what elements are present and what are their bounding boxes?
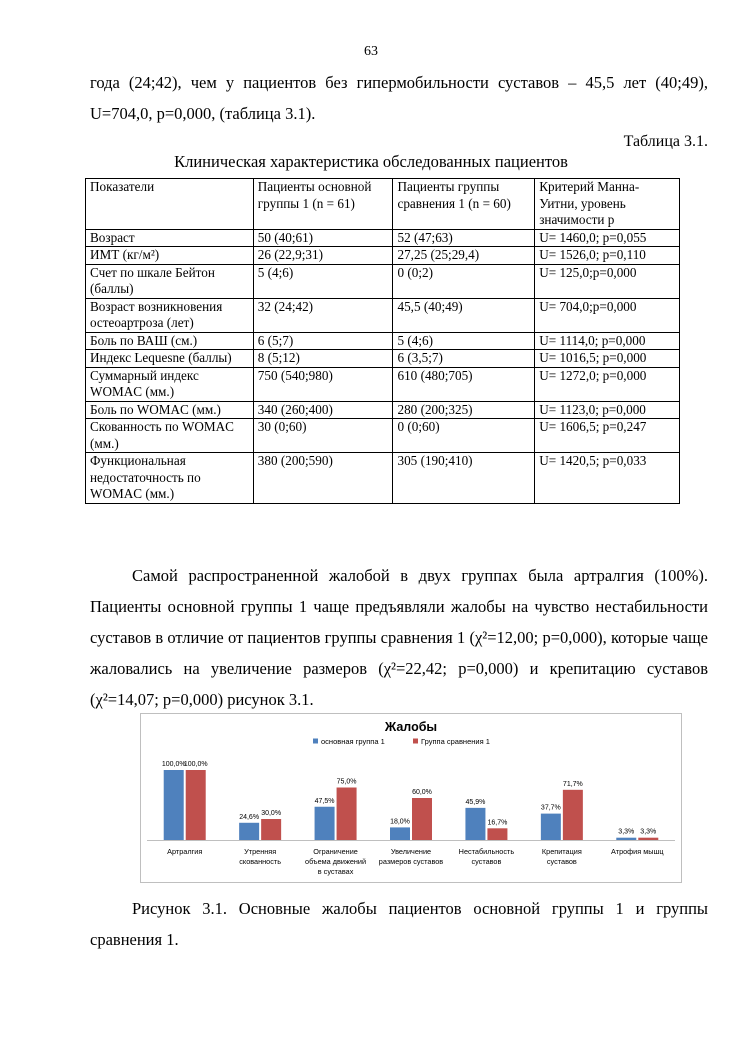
bar (315, 807, 335, 840)
table-number: Таблица 3.1. (623, 133, 708, 150)
table-cell: Боль по ВАШ (см.) (86, 332, 254, 350)
table-row (86, 367, 680, 401)
bar (616, 838, 636, 840)
category-label-line: объема движений (305, 857, 367, 866)
bar (487, 828, 507, 840)
category-label-line: Увеличение (390, 847, 432, 856)
data-label: 37,7% (540, 804, 561, 812)
bar (239, 823, 259, 840)
table-cell: 280 (200;325) (393, 401, 535, 419)
bar (412, 798, 432, 840)
table-cell: 26 (22,9;31) (253, 247, 393, 265)
figure-caption: Рисунок 3.1. Основные жалобы пациентов основной группы 1 и группы сравнения 1. (90, 899, 708, 949)
table-cell: 5 (4;6) (393, 332, 535, 350)
category-label (379, 847, 444, 866)
chart-title: Жалобы (384, 720, 438, 734)
table-cell: Счет по шкале Бейтон (баллы) (86, 264, 254, 298)
table-cell: 30 (0;60) (253, 419, 393, 453)
table-row (86, 229, 680, 247)
category-label-line: размеров суставов (378, 857, 444, 866)
category-label-line: Утренняя (244, 847, 277, 856)
table-cell: Скованность по WOMAC (мм.) (86, 419, 254, 453)
table-header-cell: Пациенты основной группы 1 (n = 61) (253, 179, 393, 230)
table-cell: 32 (24;42) (253, 298, 393, 332)
bar (337, 788, 357, 841)
table-cell: 27,25 (25;29,4) (393, 247, 535, 265)
clinical-characteristics-table (85, 178, 680, 504)
data-label: 100,0% (183, 761, 208, 768)
category-label (239, 847, 281, 866)
data-label: 100,0% (161, 761, 186, 768)
table-header-row (86, 179, 680, 230)
paragraph-intro: года (24;42), чем у пациентов без гипермобильности суставов – 45,5 лет (40;49), U=704,0, p=0,000, (таблица 3.1). (90, 73, 708, 123)
table-row (86, 298, 680, 332)
category-label-line: Атрофия мышц (611, 847, 664, 856)
table-cell: 0 (0;60) (393, 419, 535, 453)
table-row (86, 247, 680, 265)
table-cell: 0 (0;2) (393, 264, 535, 298)
complaints-chart (140, 713, 682, 883)
category-label-line: Артралгия (167, 847, 203, 856)
paragraph-complaints: Самой распространенной жалобой в двух группах была артралгия (100%). Пациенты основной группы 1 чаще предъявляли жалобы на чувство нестабильности суставов в отличие от пациентов группы сравнения 1 (χ²=12,00; p=0,000), которые чаще жаловались на увеличение размеров (χ²=22,42; p=0,000) и крепитацию суставов (χ²=14,07; p=0,000) рисунок 3.1. (90, 566, 708, 709)
table-cell: U= 704,0;p=0,000 (535, 298, 680, 332)
table-header-cell: Критерий Манна-Уитни, уровень значимости p (535, 179, 680, 230)
data-label: 18,0% (390, 818, 410, 826)
table-caption: Клиническая характеристика обследованных пациентов (174, 152, 568, 171)
table-cell: Боль по WOMAC (мм.) (86, 401, 254, 419)
complaints-chart-svg (141, 714, 681, 882)
data-label: 30,0% (261, 810, 282, 817)
category-label-line: в суставах (317, 867, 354, 876)
table-cell: U= 1114,0; p=0,000 (535, 332, 680, 350)
table-row (86, 419, 680, 453)
table-cell: 50 (40;61) (253, 229, 393, 247)
category-label-line: Нестабильность (458, 847, 515, 856)
table-row (86, 264, 680, 298)
table-cell: 380 (200;590) (253, 453, 393, 504)
table-cell: U= 1606,5; p=0,247 (535, 419, 680, 453)
table-cell: Функциональная недостаточность по WOMAC (мм.) (86, 453, 254, 504)
category-label-line: Крепитация (541, 847, 582, 856)
bar (164, 770, 184, 840)
category-label (459, 847, 515, 866)
table-cell: U= 1272,0; p=0,000 (535, 367, 680, 401)
data-label: 3,3% (618, 828, 635, 836)
table-row (86, 453, 680, 504)
table-cell: Индекс Lequesne (баллы) (86, 350, 254, 368)
table-cell: U= 1526,0; p=0,110 (535, 247, 680, 265)
table-cell: 6 (3,5;7) (393, 350, 535, 368)
table-cell: U= 1420,5; p=0,033 (535, 453, 680, 504)
legend-label: основная группа 1 (321, 737, 385, 746)
bar (638, 838, 658, 840)
table-cell: 750 (540;980) (253, 367, 393, 401)
category-label (611, 847, 664, 856)
page-number: 63 (364, 44, 378, 59)
category-label-line: суставов (471, 857, 502, 866)
data-label: 3,3% (640, 828, 657, 836)
bar (186, 770, 206, 840)
category-label-line: скованность (239, 857, 282, 866)
table-cell: 5 (4;6) (253, 264, 393, 298)
category-label (167, 847, 202, 856)
legend-swatch (413, 739, 418, 744)
table-cell: 6 (5;7) (253, 332, 393, 350)
table-cell: U= 125,0;p=0,000 (535, 264, 680, 298)
bar (465, 808, 485, 840)
table-cell: 45,5 (40;49) (393, 298, 535, 332)
table-cell: ИМТ (кг/м²) (86, 247, 254, 265)
table-cell: 305 (190;410) (393, 453, 535, 504)
table-cell: Возраст возникновения остеоартроза (лет) (86, 298, 254, 332)
table-cell: U= 1123,0; p=0,000 (535, 401, 680, 419)
bar (541, 814, 561, 840)
table-cell: Суммарный индекс WOMAC (мм.) (86, 367, 254, 401)
table-cell: Возраст (86, 229, 254, 247)
data-label: 16,7% (487, 819, 508, 827)
category-label (305, 847, 366, 876)
category-label-line: Ограничение (313, 847, 358, 856)
table-cell: U= 1016,5; p=0,000 (535, 350, 680, 368)
legend-swatch (313, 739, 318, 744)
data-label: 24,6% (239, 813, 260, 821)
table-header-cell: Пациенты группы сравнения 1 (n = 60) (393, 179, 535, 230)
table-header-cell: Показатели (86, 179, 254, 230)
data-label: 45,9% (465, 798, 486, 806)
table-cell: 52 (47;63) (393, 229, 535, 247)
data-label: 75,0% (336, 778, 357, 786)
category-label (542, 847, 582, 866)
data-label: 60,0% (412, 789, 432, 796)
category-label-line: суставов (546, 857, 577, 866)
table-cell: U= 1460,0; p=0,055 (535, 229, 680, 247)
legend-label: Группа сравнения 1 (421, 737, 490, 746)
bar (261, 819, 281, 840)
table-row (86, 332, 680, 350)
bar (563, 790, 583, 840)
table-cell: 8 (5;12) (253, 350, 393, 368)
data-label: 71,7% (562, 780, 583, 788)
table-cell: 610 (480;705) (393, 367, 535, 401)
table-cell: 340 (260;400) (253, 401, 393, 419)
data-label: 47,5% (314, 797, 335, 805)
table-row (86, 350, 680, 368)
table-row (86, 401, 680, 419)
bar (390, 827, 410, 840)
